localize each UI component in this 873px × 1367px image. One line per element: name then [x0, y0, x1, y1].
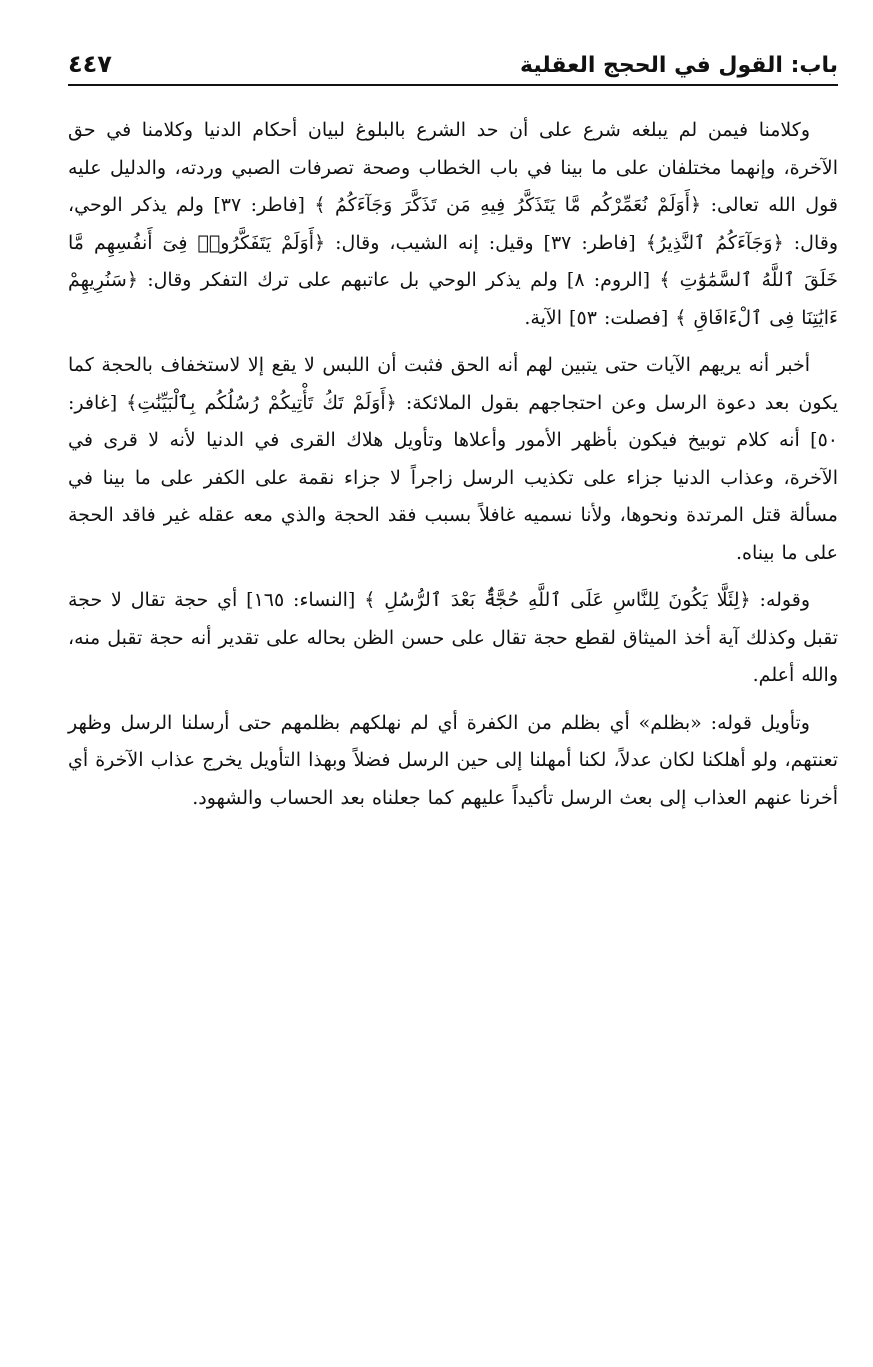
paragraph-text: وقوله: ﴿لِئَلَّا يَكُونَ لِلنَّاسِ عَلَى ٱللَّهِ حُجَّةٌۢ بَعْدَ ٱلرُّسُلِ ﴾ [النساء: ١٦٥] أي حجة تقال لا حجة تقبل وكذلك آية أخذ الميثاق لقطع حجة تقال على حسن الظن بحاله على تقدير أنه حجة تقبل منه، والله أعلم.	[68, 589, 838, 686]
paragraph-text: أخبر أنه يريهم الآيات حتى يتبين لهم أنه الحق فثبت أن اللبس لا يقع إلا لاستخفاف بالحجة كما يكون بعد دعوة الرسل وعن احتجاجهم بقول الملائكة: ﴿أَوَلَمْ تَكُ تَأْتِيكُمْ رُسُلُكُم بِٱلْبَيِّنَٰتِ﴾ [غافر: ٥٠] أنه كلام توبيخ فيكون بأظهر الأمور وأعلاها وتأويل هلاك القرى في الدنيا لأنه لا قرى في الآخرة، وعذاب الدنيا جزاء على تكذيب الرسل زاجراً لا جزاء نقمة على الكفر على ما بينا في مسألة قتل المرتدة ونحوها، ولأنا نسميه غافلاً بسبب فقد الحجة والذي معه عقله غير فاقد الحجة على ما بيناه.	[68, 354, 838, 564]
body-text	[68, 112, 838, 817]
paragraph-text: وكلامنا فيمن لم يبلغه شرع على أن حد الشرع بالبلوغ لبيان أحكام الدنيا وكلامنا في حق الآخرة، وإنهما مختلفان على ما بينا في باب الخطاب وصحة تصرفات الصبي وردته، والدليل عليه قول الله تعالى: ﴿أَوَلَمْ نُعَمِّرْكُم مَّا يَتَذَكَّرُ فِيهِ مَن تَذَكَّرَ وَجَآءَكُمُ ﴾ [فاطر: ٣٧] ولم يذكر الوحي، وقال: ﴿وَجَآءَكُمُ ٱلنَّذِيرُ﴾ [فاطر: ٣٧] وقيل: إنه الشيب، وقال: ﴿أَوَلَمْ يَتَفَكَّرُوا۟ فِىٓ أَنفُسِهِم مَّا خَلَقَ ٱللَّهُ ٱلسَّمَٰوَٰتِ ﴾ [الروم: ٨] ولم يذكر الوحي بل عاتبهم على ترك التفكر وقال: ﴿سَنُرِيهِمْ ءَايَٰتِنَا فِى ٱلْءَافَاقِ ﴾ [فصلت: ٥٣] الآية.	[68, 119, 838, 329]
book-page	[68, 38, 838, 827]
page-number: ٤٤٧	[68, 50, 112, 78]
paragraph-2	[68, 347, 838, 572]
paragraph-3	[68, 582, 838, 695]
paragraph-4	[68, 705, 838, 818]
paragraph-text: وتأويل قوله: «بظلم» أي بظلم من الكفرة أي لم نهلكهم بظلمهم حتى أرسلنا الرسل وظهر تعنتهم، ولو أهلكنا لكان عدلاً، لكنا أمهلنا إلى حين الرسل فضلاً وبهذا التأويل يخرج عذاب الآخرة أي أخرنا عنهم العذاب إلى بعث الرسل تأكيداً عليهم كما جعلناه بعد الحساب والشهود.	[68, 711, 838, 809]
chapter-title: باب: القول في الحجج العقلية	[520, 53, 838, 78]
page-header	[68, 38, 838, 86]
paragraph-1	[68, 112, 838, 337]
